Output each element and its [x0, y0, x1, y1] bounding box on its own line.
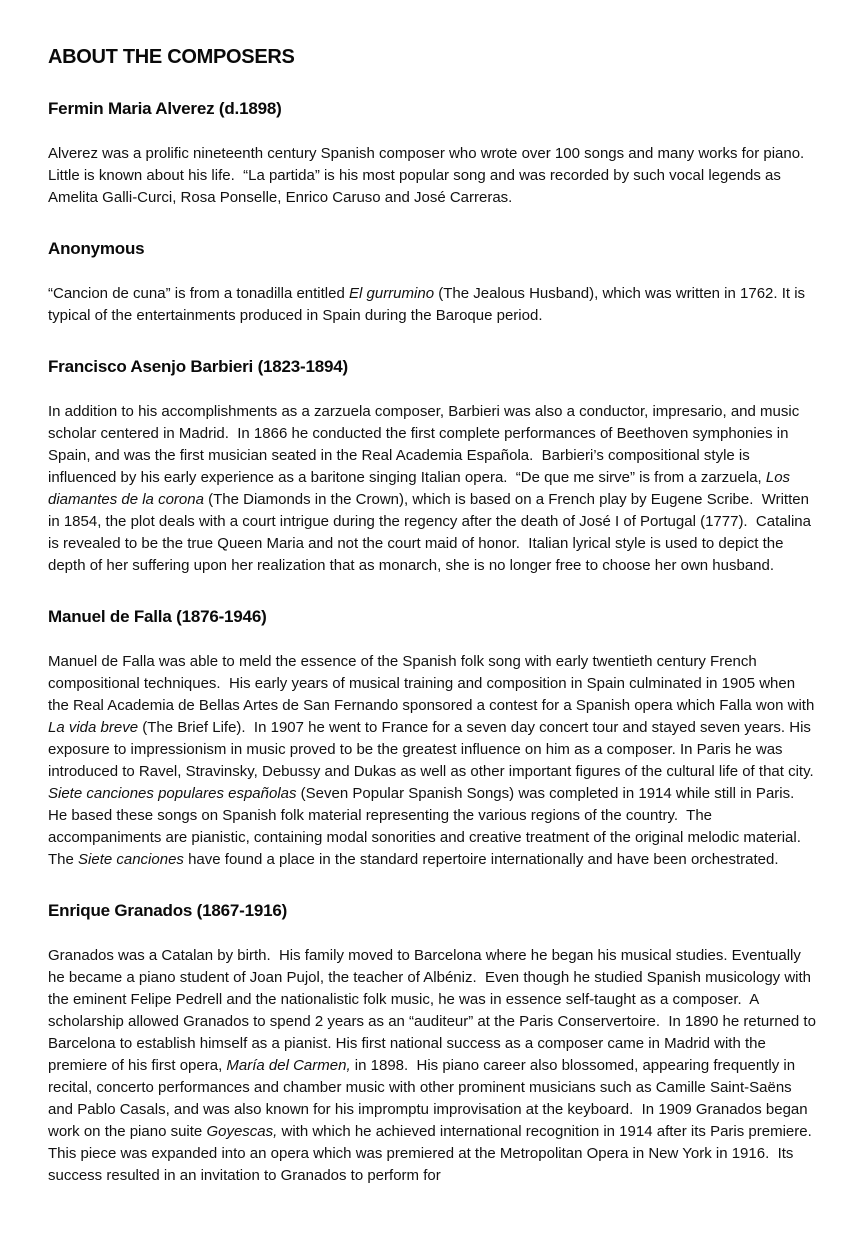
italic-text-run: Siete canciones populares españolas — [48, 785, 297, 802]
composer-heading: Fermin Maria Alverez (d.1898) — [48, 99, 282, 118]
text-run: (The Brief Life). In 1907 he went to France for a seven day concert tour and stayed seven years. His exposure to impressionism in music proved to be the greatest influence on him as a composer. In Paris he was introduced to Ravel, Stravinsky, Debussy and Dukas as well as other important figures of the cultural life of that city. — [48, 719, 822, 780]
text-run: (Seven Popular Spanish Songs) was completed in 1914 while still in Paris. He based these songs on Spanish folk material representing the various regions of the country. The accompaniments are pianistic, containing modal sonorities and creative treatment of the original melodic material. The — [48, 785, 809, 868]
text-run: (The Jealous Husband), which was written in 1762. It is typical of the entertainments produced in Spain during the Baroque period. — [48, 285, 810, 324]
text-run: Manuel de Falla was able to meld the essence of the Spanish folk song with early twentieth century French compositional techniques. His early years of musical training and composition in Spain culminated in 1905 when the Real Academia de Bellas Artes de San Fernando sponsored a contest for a Spanish opera which Falla won with — [48, 653, 819, 714]
composer-heading: Francisco Asenjo Barbieri (1823-1894) — [48, 357, 348, 376]
page-title: ABOUT THE COMPOSERS — [48, 46, 295, 68]
composer-paragraph — [48, 283, 818, 327]
text-run: with which he achieved international recognition in 1914 after its Paris premiere. This piece was expanded into an opera which was premiered at the Metropolitan Opera in New York in 1916. Its success resulted in an invitation to Granados to perform for — [48, 1123, 820, 1184]
italic-text-run: El gurrumino — [349, 285, 435, 302]
italic-text-run: Siete canciones — [78, 851, 184, 868]
italic-text-run: Goyescas, — [206, 1123, 278, 1140]
text-run: (The Diamonds in the Crown), which is based on a French play by Eugene Scribe. Written in 1854, the plot deals with a court intrigue during the regency after the death of José I of Portugal (1777). Catalina is revealed to be the true Queen Maria and not the court maid of honor. Italian lyrical style is used to depict the depth of her suffering upon her realization that as monarch, she is no longer free to choose her own husband. — [48, 491, 816, 574]
composer-heading: Anonymous — [48, 239, 145, 258]
text-run: In addition to his accomplishments as a zarzuela composer, Barbieri was also a conductor, impresario, and music scholar centered in Madrid. In 1866 he conducted the first complete performances of Beethoven symphonies in Spain, and was the first musician seated in the Real Academia Española. Barbieri’s compositional style is influenced by his early experience as a baritone singing Italian opera. “De que me sirve” is from a zarzuela, — [48, 403, 804, 486]
composer-paragraph — [48, 143, 818, 209]
text-run: Alverez was a prolific nineteenth century Spanish composer who wrote over 100 songs and many works for piano. Little is known about his life. “La partida” is his most popular song and was recorded by such vocal legends as Amelita Galli-Curci, Rosa Ponselle, Enrico Caruso and José Carreras. — [48, 145, 809, 206]
text-run: Granados was a Catalan by birth. His family moved to Barcelona where he began his musical studies. Eventually he became a piano student of Joan Pujol, the teacher of Albéniz. Even though he studied Spanish musicology with the eminent Felipe Pedrell and the nationalistic folk music, he was in essence self-taught as a composer. A scholarship allowed Granados to spend 2 years as an “auditeur” at the Paris Conservertoire. In 1890 he returned to Barcelona to establish himself as a pianist. His first national success as a composer came in Madrid with the premiere of his first opera, — [48, 947, 821, 1074]
italic-text-run: María del Carmen, — [226, 1057, 351, 1074]
sections-container — [48, 99, 822, 1187]
text-run: have found a place in the standard repertoire internationally and have been orchestrated. — [183, 851, 779, 868]
composer-paragraph — [48, 651, 822, 871]
italic-text-run: La vida breve — [48, 719, 139, 736]
composer-heading: Manuel de Falla (1876-1946) — [48, 607, 267, 626]
italic-text-run: Los diamantes de la corona — [48, 469, 795, 508]
composer-heading: Enrique Granados (1867-1916) — [48, 901, 288, 920]
text-run: in 1898. His piano career also blossomed, appearing frequently in recital, concerto performances and chamber music with other prominent musicians such as Camille Saint-Saëns and Pablo Casals, and was also known for his impromptu improvisation at the keyboard. In 1909 Granados began work on the piano suite — [48, 1057, 812, 1140]
composer-paragraph — [48, 401, 818, 577]
composer-paragraph — [48, 945, 821, 1187]
text-run: “Cancion de cuna” is from a tonadilla entitled — [48, 285, 349, 302]
